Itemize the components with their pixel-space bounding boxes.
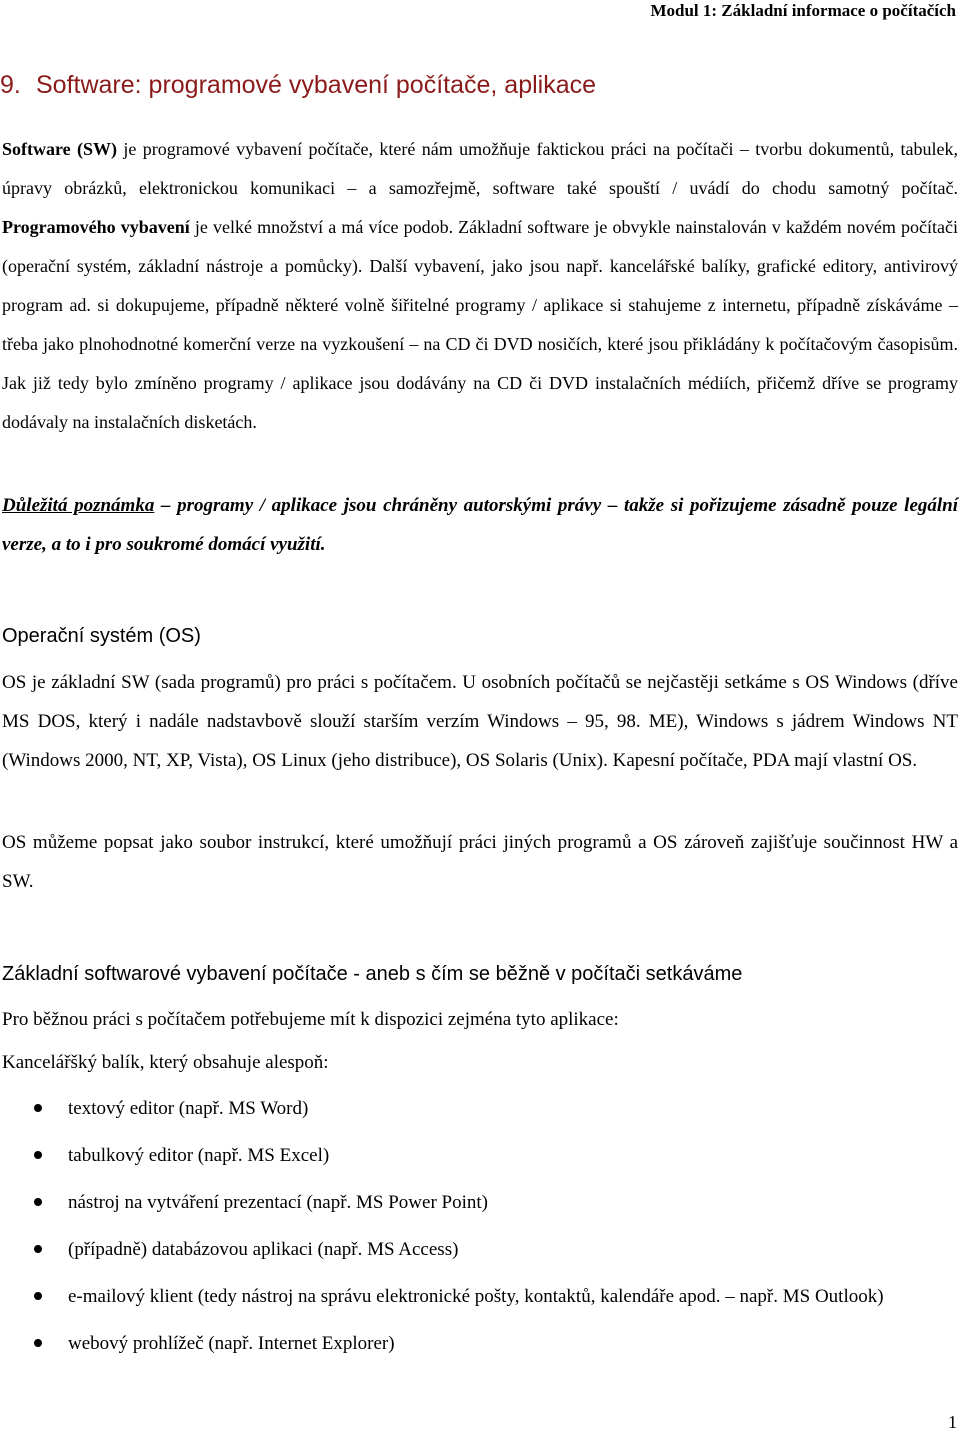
bullet-icon <box>34 1198 42 1206</box>
office-suite-intro: Kancelářšký balík, který obsahuje alespoň: <box>2 1052 329 1073</box>
list-item: textový editor (např. MS Word) <box>0 1090 960 1128</box>
list-item: e-mailový klient (tedy nástroj na správu elektronické pošty, kontaktů, kalendáře apod. – např. MS Outlook) <box>0 1278 960 1316</box>
list-item: webový prohlížeč (např. Internet Explorer) <box>0 1325 960 1363</box>
list-item: nástroj na vytváření prezentací (např. MS Power Point) <box>0 1184 960 1222</box>
important-note-text: – programy / aplikace jsou chráněny autorskými právy – takže si pořizujeme zásadně pouze legální verze, a to i pro soukromé domácí využití. <box>2 495 958 555</box>
section-heading <box>0 68 960 102</box>
intro-term-programove: Programového vybavení <box>2 217 190 237</box>
list-item: (případně) databázovou aplikaci (např. MS Access) <box>0 1231 960 1269</box>
bullet-icon <box>34 1292 42 1300</box>
os-paragraph-1: OS je základní SW (sada programů) pro práci s počítačem. U osobních počítačů se nejčastěji setkáme s OS Windows (dříve MS DOS, který i nadále nadstavbově slouží starším verzím Windows – 95, 98. ME), Windows s jádrem Windows NT (Windows 2000, NT, XP, Vista), OS Linux (jeho distribuce), OS Solaris (Unix). Kapesní počítače, PDA mají vlastní OS. <box>2 672 958 771</box>
os-heading: Operační systém (OS) <box>2 625 201 647</box>
running-header: Modul 1: Základní informace o počítačích <box>650 1 956 20</box>
intro-term-software: Software (SW) <box>2 139 118 159</box>
basic-software-heading: Základní softwarové vybavení počítače - aneb s čím se běžně v počítači setkáváme <box>2 963 743 985</box>
intro-text-a: je programové vybavení počítače, které nám umožňuje faktickou práci na počítači – tvorbu dokumentů, tabulek, úpravy obrázků, elektronickou komunikaci – a samozřejmě, software také spouští / uvádí do chodu samotný počítač. <box>2 139 959 198</box>
intro-paragraph <box>2 130 958 442</box>
section-number: 9. <box>0 71 21 99</box>
os-paragraph-2: OS můžeme popsat jako soubor instrukcí, které umožňují práci jiných programů a OS zároveň zajišťuje součinnost HW a SW. <box>2 832 958 892</box>
bullet-icon <box>34 1339 42 1347</box>
application-list <box>0 1090 960 1372</box>
bullet-icon <box>34 1104 42 1112</box>
important-note-label: Důležitá poznámka <box>2 495 155 516</box>
page-number: 1 <box>948 1412 957 1432</box>
list-item: tabulkový editor (např. MS Excel) <box>0 1137 960 1175</box>
intro-text-b: je velké množství a má více podob. Základní software je obvykle nainstalován v každém novém počítači (operační systém, základní nástroje a pomůcky). Další vybavení, jako jsou např. kancelářské balíky, grafické editory, antivirový program ad. si dokupujeme, případně některé volně šiřitelné programy / aplikace si stahujeme z internetu, případně získáváme – třeba jako plnohodnotné komerční verze na vyzkoušení – na CD či DVD nosičích, které jsou přikládány k počítačovým časopisům. Jak již tedy bylo zmíněno programy / aplikace jsou dodávány na CD či DVD instalačních médiích, přičemž dříve se programy dodávaly na instalačních disketách. <box>2 217 958 432</box>
bullet-icon <box>34 1151 42 1159</box>
section-title: Software: programové vybavení počítače, aplikace <box>36 71 597 99</box>
bullet-icon <box>34 1245 42 1253</box>
important-note <box>2 486 958 564</box>
basic-software-intro: Pro běžnou práci s počítačem potřebujeme mít k dispozici zejména tyto aplikace: <box>2 1009 619 1030</box>
